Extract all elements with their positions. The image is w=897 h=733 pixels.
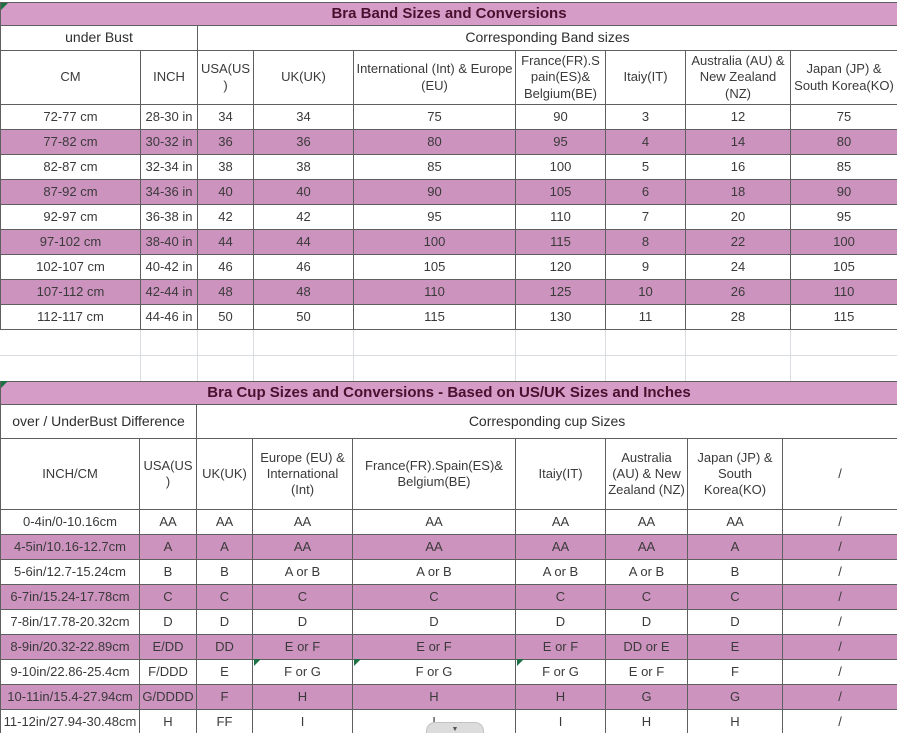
- cup-cell: /: [783, 610, 897, 635]
- cup-column-header: Japan (JP) & South Korea(KO): [688, 439, 783, 510]
- empty-grid-gap: [0, 330, 897, 381]
- cup-cell: AA: [253, 535, 353, 560]
- cup-cell: 10-11in/15.4-27.94cm: [1, 685, 140, 710]
- cup-table-title: Bra Cup Sizes and Conversions - Based on US/UK Sizes and Inches: [1, 382, 897, 405]
- green-triangle-icon: [517, 659, 524, 666]
- cup-table-row: [1, 535, 897, 560]
- band-cell: 110: [791, 280, 897, 305]
- cup-column-header: INCH/CM: [1, 439, 140, 510]
- cup-cell: C: [606, 585, 688, 610]
- cup-cell: D: [197, 610, 253, 635]
- band-group-corresponding-sizes: Corresponding Band sizes: [198, 26, 897, 51]
- band-cell: 100: [354, 230, 516, 255]
- band-cell: 92-97 cm: [1, 205, 141, 230]
- cup-cell: F: [688, 660, 783, 685]
- band-cell: 40-42 in: [141, 255, 198, 280]
- cup-cell: E or F: [253, 635, 353, 660]
- band-cell: 9: [606, 255, 686, 280]
- cup-column-header: Australia (AU) & New Zealand (NZ): [606, 439, 688, 510]
- cup-cell: I: [253, 710, 353, 733]
- cup-cell: E or F: [353, 635, 516, 660]
- cup-cell: G/DDDD: [140, 685, 197, 710]
- cup-cell: D: [253, 610, 353, 635]
- cup-group-corresponding-sizes: Corresponding cup Sizes: [197, 405, 897, 439]
- cup-column-header: France(FR).Spain(ES)& Belgium(BE): [353, 439, 516, 510]
- cup-table-row: [1, 660, 897, 685]
- band-cell: 102-107 cm: [1, 255, 141, 280]
- band-cell: 36-38 in: [141, 205, 198, 230]
- band-cell: 42-44 in: [141, 280, 198, 305]
- band-cell: 14: [686, 130, 791, 155]
- cup-table-row: [1, 635, 897, 660]
- cup-cell: C: [140, 585, 197, 610]
- cup-cell: A or B: [353, 560, 516, 585]
- band-table-row: [1, 230, 897, 255]
- band-cell: 44: [254, 230, 354, 255]
- cup-cell: 9-10in/22.86-25.4cm: [1, 660, 140, 685]
- cup-cell: /: [783, 710, 897, 733]
- band-cell: 130: [516, 305, 606, 330]
- band-cell: 4: [606, 130, 686, 155]
- cup-cell: AA: [688, 510, 783, 535]
- cup-column-header: Europe (EU) & International (Int): [253, 439, 353, 510]
- band-table-row: [1, 205, 897, 230]
- band-table-row: [1, 280, 897, 305]
- band-cell: 105: [354, 255, 516, 280]
- cup-cell: AA: [606, 535, 688, 560]
- band-cell: 80: [354, 130, 516, 155]
- band-cell: 26: [686, 280, 791, 305]
- band-table-row: [1, 130, 897, 155]
- band-cell: 115: [791, 305, 897, 330]
- band-cell: 90: [516, 105, 606, 130]
- cup-cell: C: [253, 585, 353, 610]
- cup-cell: AA: [516, 535, 606, 560]
- band-cell: 110: [516, 205, 606, 230]
- band-cell: 80: [791, 130, 897, 155]
- green-triangle-icon: [1, 3, 8, 10]
- cup-cell: /: [783, 635, 897, 660]
- band-cell: 28-30 in: [141, 105, 198, 130]
- band-cell: 100: [791, 230, 897, 255]
- band-cell: 97-102 cm: [1, 230, 141, 255]
- cup-cell: /: [783, 535, 897, 560]
- band-cell: 85: [354, 155, 516, 180]
- cup-cell: H: [516, 685, 606, 710]
- band-table-row: [1, 305, 897, 330]
- band-cell: 95: [354, 205, 516, 230]
- cup-cell: H: [140, 710, 197, 733]
- band-cell: 46: [254, 255, 354, 280]
- band-cell: 75: [791, 105, 897, 130]
- cup-table-row: [1, 685, 897, 710]
- band-cell: 36: [254, 130, 354, 155]
- cup-cell: H: [606, 710, 688, 733]
- band-cell: 46: [198, 255, 254, 280]
- band-cell: 8: [606, 230, 686, 255]
- band-cell: 16: [686, 155, 791, 180]
- band-table-row: [1, 180, 897, 205]
- band-cell: 77-82 cm: [1, 130, 141, 155]
- band-column-header: CM: [1, 51, 141, 105]
- cup-cell: /: [783, 660, 897, 685]
- band-cell: 95: [516, 130, 606, 155]
- cup-cell: G: [606, 685, 688, 710]
- cup-cell: E or F: [606, 660, 688, 685]
- band-cell: 50: [198, 305, 254, 330]
- band-cell: 42: [254, 205, 354, 230]
- cup-cell: 11-12in/27.94-30.48cm: [1, 710, 140, 733]
- band-cell: 5: [606, 155, 686, 180]
- cup-group-bust-difference: over / UnderBust Difference: [1, 405, 197, 439]
- band-cell: 44-46 in: [141, 305, 198, 330]
- band-cell: 100: [516, 155, 606, 180]
- cup-cell: FF: [197, 710, 253, 733]
- cup-cell: A or B: [253, 560, 353, 585]
- scroll-down-button[interactable]: [426, 722, 484, 733]
- band-cell: 105: [516, 180, 606, 205]
- cup-table-row: [1, 585, 897, 610]
- cup-cell: AA: [516, 510, 606, 535]
- band-cell: 38-40 in: [141, 230, 198, 255]
- band-table-row: [1, 255, 897, 280]
- band-size-table: [0, 2, 897, 330]
- green-triangle-icon: [254, 659, 261, 666]
- cup-cell: H: [353, 685, 516, 710]
- gridline: [0, 355, 897, 356]
- band-cell: 38: [198, 155, 254, 180]
- cup-column-header: Itaiy(IT): [516, 439, 606, 510]
- band-cell: 90: [354, 180, 516, 205]
- band-cell: 50: [254, 305, 354, 330]
- cup-cell: D: [516, 610, 606, 635]
- cup-cell: E/DD: [140, 635, 197, 660]
- cup-cell: E or F: [516, 635, 606, 660]
- cup-cell: AA: [253, 510, 353, 535]
- cup-cell: /: [783, 510, 897, 535]
- cup-cell: AA: [353, 510, 516, 535]
- band-cell: 40: [254, 180, 354, 205]
- band-column-header: INCH: [141, 51, 198, 105]
- band-cell: 7: [606, 205, 686, 230]
- cup-table-row: [1, 510, 897, 535]
- cup-cell: DD or E: [606, 635, 688, 660]
- band-cell: 44: [198, 230, 254, 255]
- band-column-header: International (Int) & Europe (EU): [354, 51, 516, 105]
- cup-cell: AA: [353, 535, 516, 560]
- cup-cell: DD: [197, 635, 253, 660]
- cup-cell: 7-8in/17.78-20.32cm: [1, 610, 140, 635]
- cup-cell: 5-6in/12.7-15.24cm: [1, 560, 140, 585]
- cup-cell: E: [197, 660, 253, 685]
- cup-cell: D: [688, 610, 783, 635]
- band-column-header: USA(US): [198, 51, 254, 105]
- cup-column-header: UK(UK): [197, 439, 253, 510]
- band-cell: 125: [516, 280, 606, 305]
- cup-cell: D: [606, 610, 688, 635]
- band-cell: 87-92 cm: [1, 180, 141, 205]
- cup-cell: 6-7in/15.24-17.78cm: [1, 585, 140, 610]
- cup-cell: C: [353, 585, 516, 610]
- band-cell: 10: [606, 280, 686, 305]
- band-cell: 72-77 cm: [1, 105, 141, 130]
- band-cell: 32-34 in: [141, 155, 198, 180]
- band-cell: 6: [606, 180, 686, 205]
- cup-cell: H: [253, 685, 353, 710]
- chevron-down-icon: ▼: [451, 726, 459, 733]
- green-triangle-icon: [354, 659, 361, 666]
- cup-cell: A: [197, 535, 253, 560]
- band-cell: 48: [198, 280, 254, 305]
- band-column-header: Japan (JP) & South Korea(KO): [791, 51, 897, 105]
- cup-cell: AA: [197, 510, 253, 535]
- cup-cell: F or G: [253, 660, 353, 685]
- band-cell: 28: [686, 305, 791, 330]
- cup-cell: F/DDD: [140, 660, 197, 685]
- cup-cell: 8-9in/20.32-22.89cm: [1, 635, 140, 660]
- band-cell: 85: [791, 155, 897, 180]
- cup-cell: /: [783, 585, 897, 610]
- band-cell: 120: [516, 255, 606, 280]
- cup-cell: B: [688, 560, 783, 585]
- cup-cell: 0-4in/0-10.16cm: [1, 510, 140, 535]
- cup-size-table: [0, 381, 897, 733]
- cup-cell: H: [688, 710, 783, 733]
- band-cell: 82-87 cm: [1, 155, 141, 180]
- cup-table-row: [1, 560, 897, 585]
- band-cell: 12: [686, 105, 791, 130]
- band-column-header: UK(UK): [254, 51, 354, 105]
- green-triangle-icon: [1, 381, 8, 388]
- cup-cell: C: [197, 585, 253, 610]
- band-column-header: France(FR).Spain(ES)& Belgium(BE): [516, 51, 606, 105]
- band-cell: 107-112 cm: [1, 280, 141, 305]
- cup-cell: F or G: [353, 660, 516, 685]
- band-cell: 110: [354, 280, 516, 305]
- band-cell: 22: [686, 230, 791, 255]
- band-cell: 115: [354, 305, 516, 330]
- cup-cell: /: [783, 560, 897, 585]
- band-cell: 30-32 in: [141, 130, 198, 155]
- band-cell: 105: [791, 255, 897, 280]
- cup-cell: AA: [140, 510, 197, 535]
- band-cell: 34: [198, 105, 254, 130]
- band-cell: 38: [254, 155, 354, 180]
- cup-cell: A or B: [606, 560, 688, 585]
- cup-cell: B: [197, 560, 253, 585]
- band-table-row: [1, 155, 897, 180]
- band-cell: 11: [606, 305, 686, 330]
- cup-cell: AA: [606, 510, 688, 535]
- band-cell: 18: [686, 180, 791, 205]
- band-cell: 75: [354, 105, 516, 130]
- cup-cell: D: [353, 610, 516, 635]
- cup-cell: C: [516, 585, 606, 610]
- cup-cell: I: [516, 710, 606, 733]
- band-cell: 40: [198, 180, 254, 205]
- cup-cell: B: [140, 560, 197, 585]
- band-cell: 34: [254, 105, 354, 130]
- cup-cell: A: [688, 535, 783, 560]
- band-cell: 24: [686, 255, 791, 280]
- band-cell: 20: [686, 205, 791, 230]
- cup-column-header: /: [783, 439, 897, 510]
- band-column-header: Itaiy(IT): [606, 51, 686, 105]
- cup-cell: C: [688, 585, 783, 610]
- cup-cell: E: [688, 635, 783, 660]
- cup-cell: A: [140, 535, 197, 560]
- band-table-title: Bra Band Sizes and Conversions: [1, 3, 897, 26]
- band-cell: 42: [198, 205, 254, 230]
- cup-cell: F or G: [516, 660, 606, 685]
- cup-cell: A or B: [516, 560, 606, 585]
- band-cell: 34-36 in: [141, 180, 198, 205]
- cup-table-row: [1, 610, 897, 635]
- cup-cell: D: [140, 610, 197, 635]
- cup-cell: F: [197, 685, 253, 710]
- band-cell: 36: [198, 130, 254, 155]
- cup-cell: G: [688, 685, 783, 710]
- band-cell: 90: [791, 180, 897, 205]
- cup-column-header: USA(US): [140, 439, 197, 510]
- band-group-under-bust: under Bust: [1, 26, 198, 51]
- band-cell: 95: [791, 205, 897, 230]
- band-cell: 3: [606, 105, 686, 130]
- band-cell: 48: [254, 280, 354, 305]
- cup-cell: 4-5in/10.16-12.7cm: [1, 535, 140, 560]
- band-column-header: Australia (AU) & New Zealand (NZ): [686, 51, 791, 105]
- cup-cell: /: [783, 685, 897, 710]
- band-cell: 112-117 cm: [1, 305, 141, 330]
- band-cell: 115: [516, 230, 606, 255]
- band-table-row: [1, 105, 897, 130]
